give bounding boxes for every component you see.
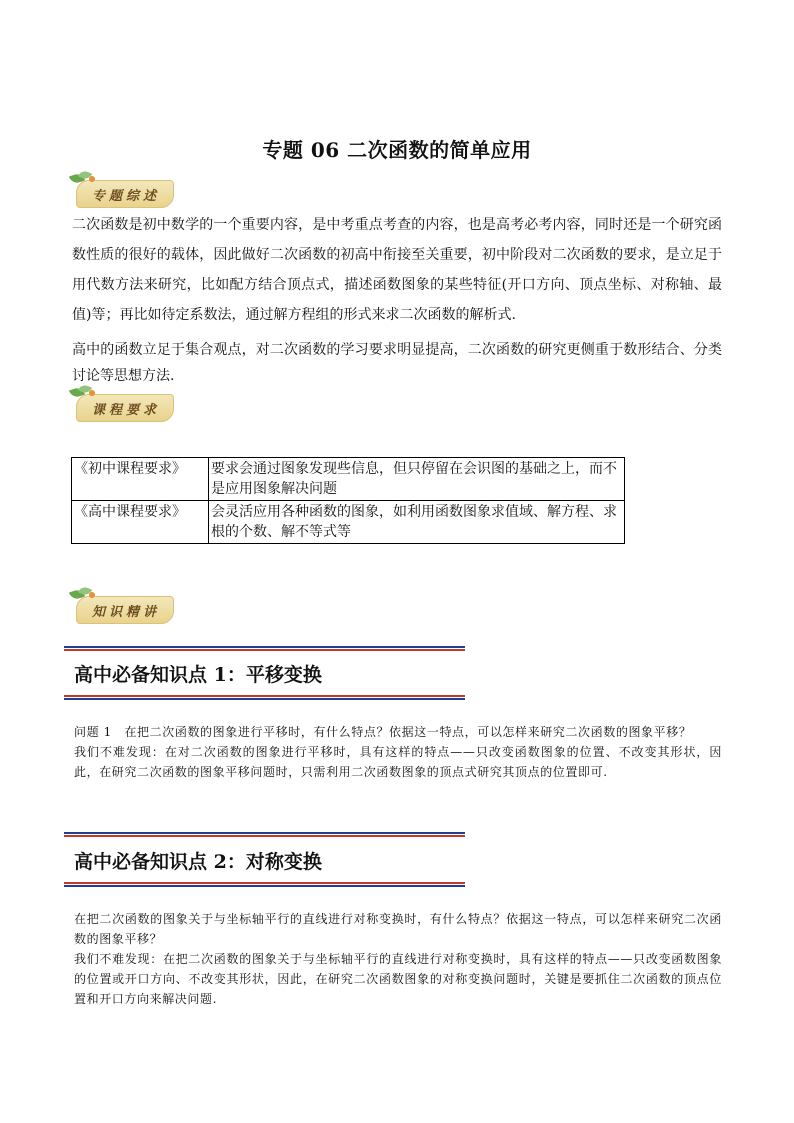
overview-paragraph-2: 高中的函数立足于集合观点，对二次函数的学习要求明显提高，二次函数的研究更侧重于数形结合、分类讨论等思想方法. bbox=[72, 342, 722, 384]
section-rule-top bbox=[64, 832, 465, 837]
section-heading: 高中必备知识点 1：平移变换 bbox=[74, 664, 322, 686]
flower-icon bbox=[89, 176, 95, 182]
page-title: 专题 06 二次函数的简单应用 bbox=[262, 138, 532, 162]
badge-label: 知识精讲 bbox=[91, 605, 160, 620]
table-row bbox=[72, 458, 625, 501]
table-cell-key: 《初中课程要求》 bbox=[72, 458, 209, 501]
badge-knowledge bbox=[70, 590, 174, 624]
flower-icon bbox=[89, 592, 95, 598]
section-rule-bottom bbox=[64, 882, 465, 887]
badge-requirements bbox=[70, 388, 174, 422]
section-rule-bottom bbox=[64, 695, 465, 700]
badge-label: 专题综述 bbox=[91, 189, 160, 204]
table-row bbox=[72, 501, 625, 544]
section-heading: 高中必备知识点 2：对称变换 bbox=[74, 851, 322, 873]
table-cell-value: 会灵活应用各种函数的图象，如利用函数图象求值域、解方程、求根的个数、解不等式等 bbox=[209, 501, 625, 544]
table-cell-value: 要求会通过图象发现些信息，但只停留在会识图的基础之上，而不是应用图象解决问题 bbox=[209, 458, 625, 501]
section-rule-top bbox=[64, 646, 465, 651]
table-cell-key: 《高中课程要求》 bbox=[72, 501, 209, 544]
section-text: 在把二次函数的图象关于与坐标轴平行的直线进行对称变换时，有什么特点？依据这一特点，可以怎样来研究二次函数的图象平移？ 我们不难发现：在把二次函数的图象关于与坐标轴平行的直线进行对称变换时，具有这样的特点——只改变函数图象的位置或开口方向、不改变其形状，因此，在研究二次函数图象的对称变换问题时，关键是要抓住二次函数的顶点位置和开口方向来解决问题. bbox=[74, 912, 722, 1006]
flower-icon bbox=[89, 390, 95, 396]
requirements-table bbox=[71, 457, 625, 544]
badge-overview bbox=[70, 174, 174, 208]
badge-label: 课程要求 bbox=[91, 403, 160, 418]
section-text: 问题 1 在把二次函数的图象进行平移时，有什么特点？依据这一特点，可以怎样来研究二次函数的图象平移？ 我们不难发现：在对二次函数的图象进行平移时，具有这样的特点——只改变函数图象的位置、不改变其形状，因此，在研究二次函数的图象平移问题时，只需利用二次函数图象的顶点式研究其顶点的位置即可. bbox=[74, 725, 722, 779]
overview-paragraph-1: 二次函数是初中数学的一个重要内容，是中考重点考查的内容，也是高考必考内容，同时还是一个研究函数性质的很好的载体，因此做好二次函数的初高中衔接至关重要，初中阶段对二次函数的要求，是立足于用代数方法来研究，比如配方结合顶点式，描述函数图象的某些特征(开口方向、顶点坐标、对称轴、最值)等；再比如待定系数法，通过解方程组的形式来求二次函数的解析式. bbox=[72, 217, 722, 323]
